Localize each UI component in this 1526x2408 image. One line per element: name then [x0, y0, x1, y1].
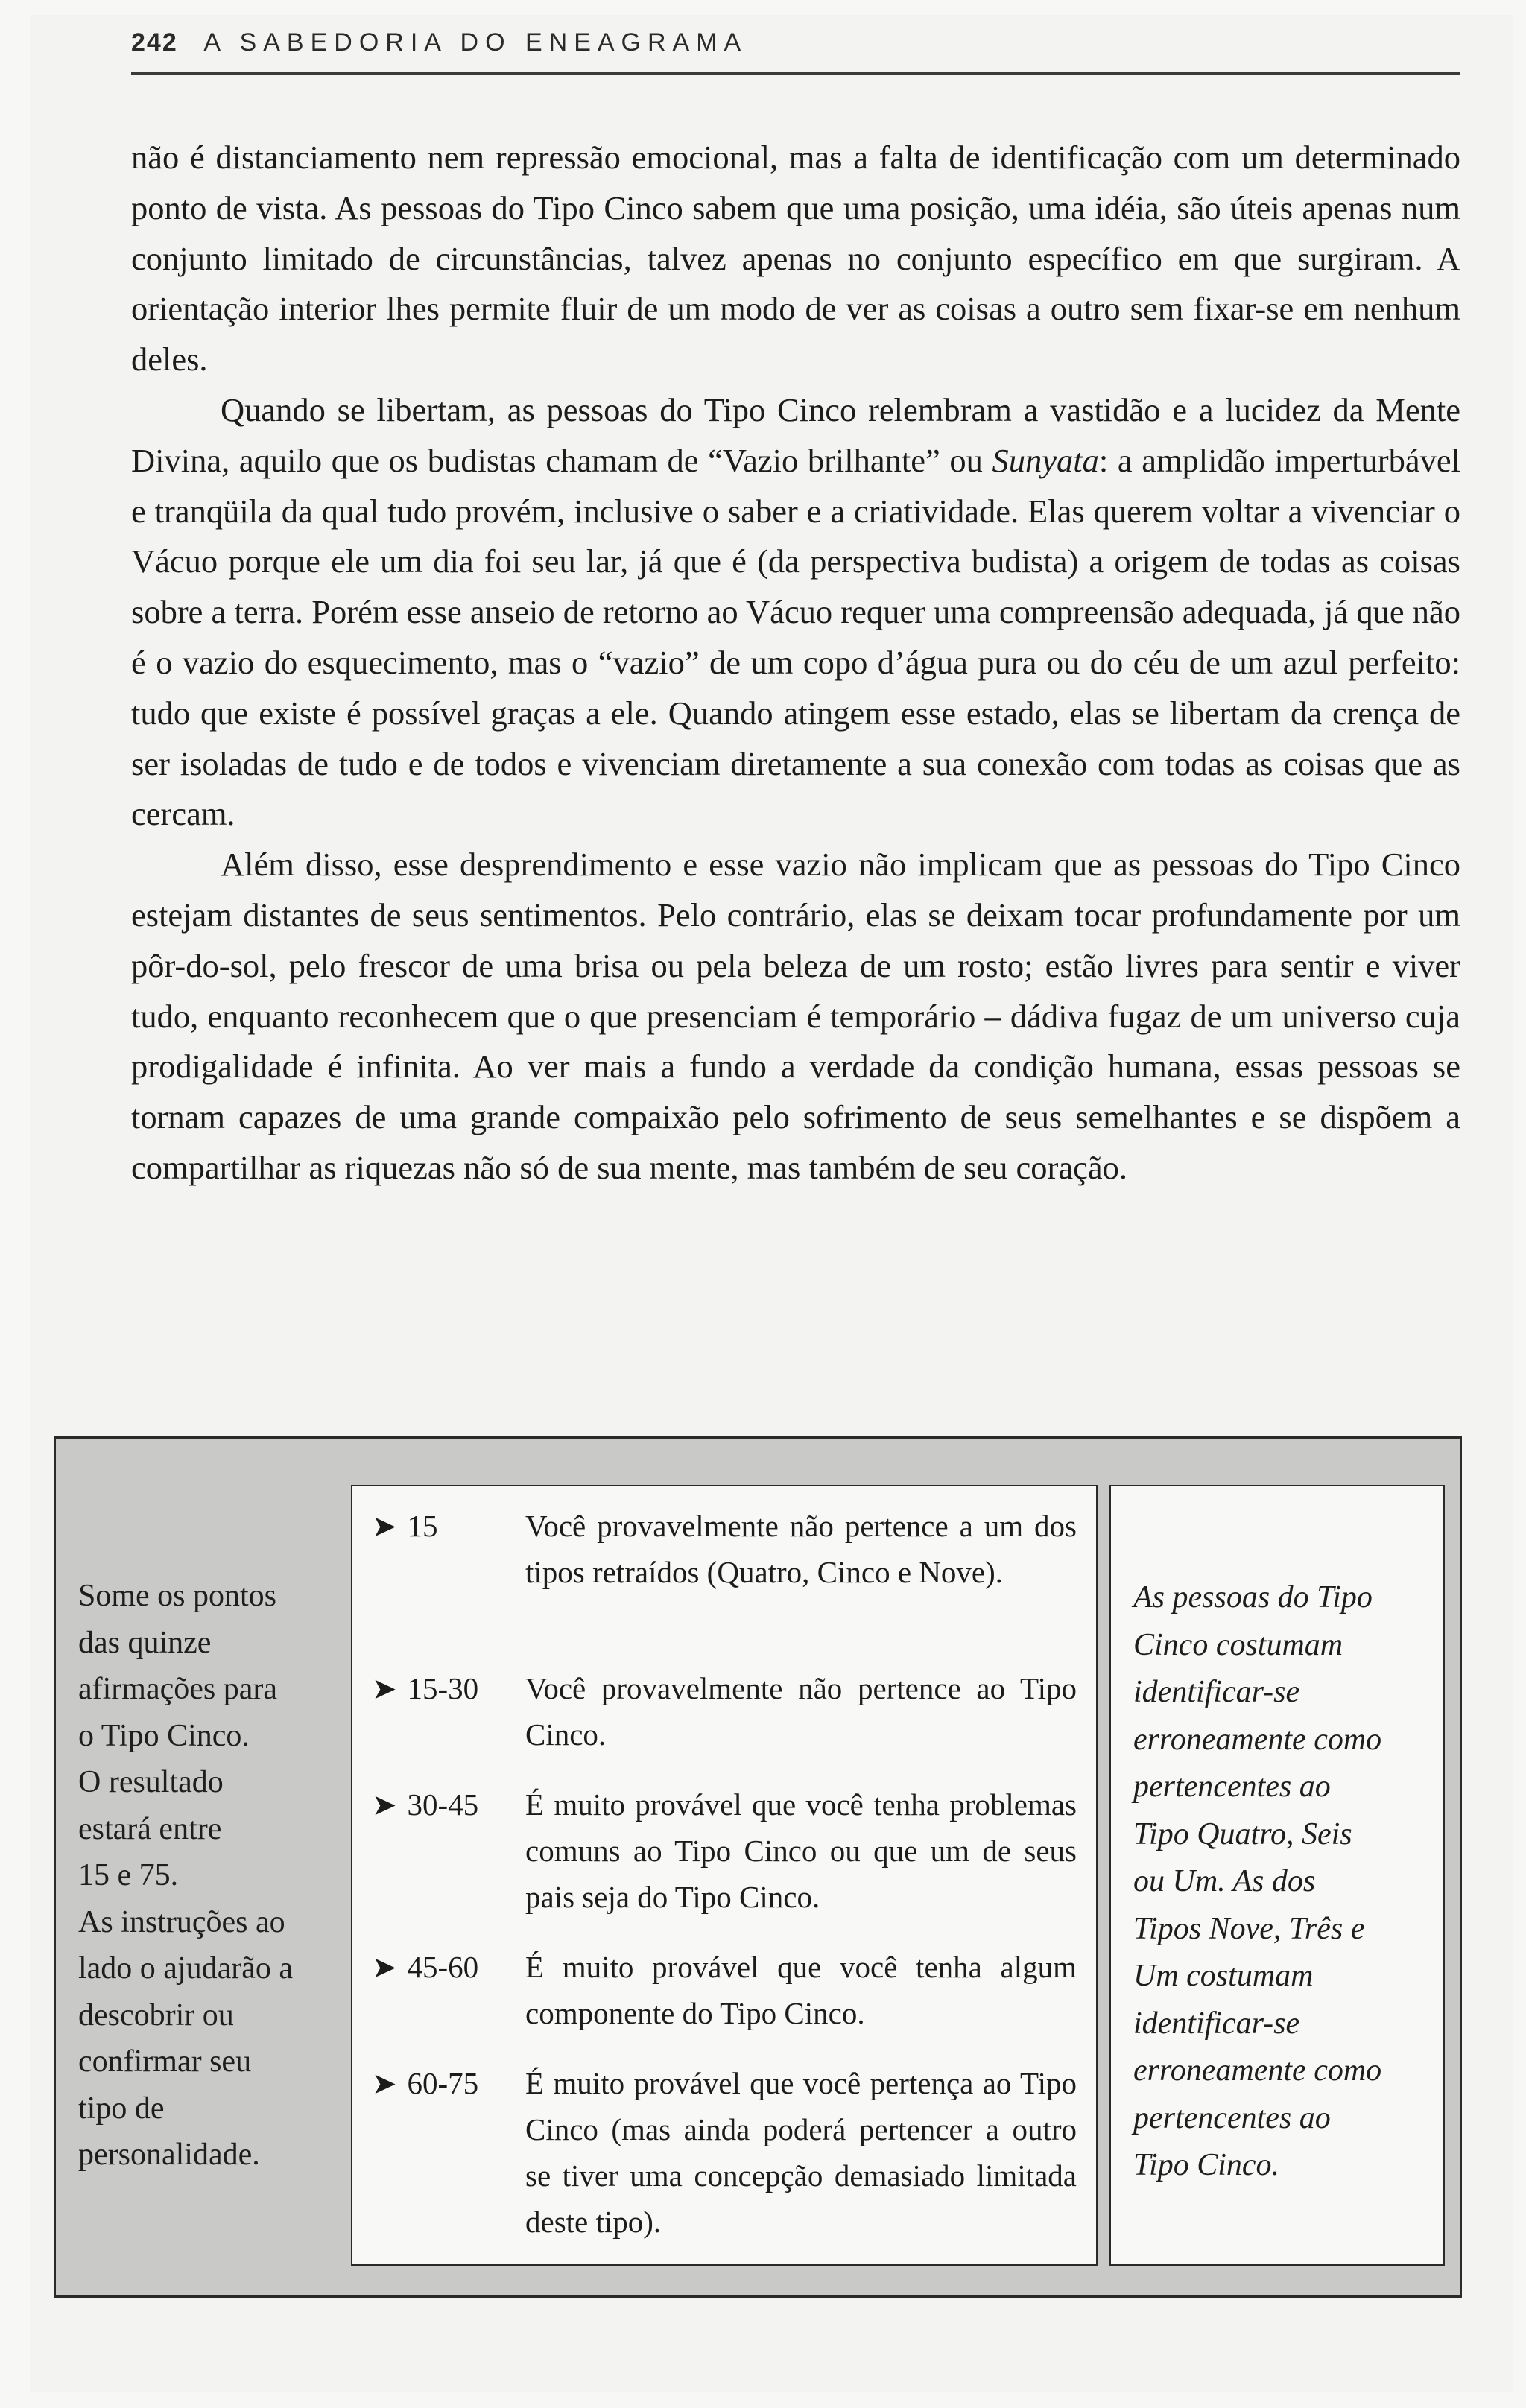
scoring-instructions	[78, 1573, 376, 2179]
note-line: pertencentes ao	[1133, 1769, 1331, 1804]
instruction-line: lado o ajudarão a	[78, 1951, 294, 1986]
note-line: Tipos Nove, Três e	[1133, 1911, 1365, 1946]
instruction-line: tipo de	[78, 2091, 165, 2126]
instruction-line: 15 e 75.	[78, 1858, 179, 1892]
instruction-line: Some os pontos	[78, 1579, 277, 1613]
instruction-line: afirmações para	[78, 1672, 277, 1706]
paragraph-3: Além disso, esse desprendimento e esse vazio não implicam que as pessoas do Tipo Cinco estejam distantes de seus sentimentos. Pelo contrário, elas se deixam tocar profundamente por um pôr-do-sol, pelo frescor de uma brisa ou pela beleza de um rosto; estão livres para sentir e viver tudo, enquanto reconhecem que o que presenciam é temporário – dádiva fugaz de um universo cuja prodigalidade é infinita. Ao ver mais a fundo a verdade da condição humana, essas pessoas se tornam capazes de uma grande compaixão pelo sofrimento de seus semelhantes e se dispõem a compartilhar as riquezas não só de sua mente, mas também de seu coração.	[131, 846, 1460, 1186]
instruction-line: descobrir ou	[78, 1997, 234, 2032]
note-line: pertencentes ao	[1133, 2100, 1331, 2135]
score-range: ➤ 15	[372, 1509, 438, 1543]
note-line: Cinco costumam	[1133, 1627, 1343, 1662]
note-line: Tipo Quatro, Seis	[1133, 1816, 1352, 1851]
score-range: ➤ 60-75	[372, 2066, 479, 2100]
instruction-line: O resultado	[78, 1765, 224, 1799]
arrow-icon: ➤	[372, 1788, 397, 1822]
score-range: ➤ 45-60	[372, 1950, 479, 1984]
score-description: Você provavelmente não pertence a um dos tipos retraídos (Quatro, Cinco e Nove).	[525, 1509, 1077, 1589]
arrow-icon: ➤	[372, 1509, 397, 1543]
running-title: A SABEDORIA DO ENEAGRAMA	[203, 28, 748, 57]
score-range: ➤ 15-30	[372, 1671, 479, 1705]
instruction-line: das quinze	[78, 1625, 212, 1660]
score-description: Você provavelmente não pertence ao Tipo Cinco.	[525, 1671, 1077, 1752]
running-header	[131, 28, 1457, 57]
paragraph-2-part-a: Quando se libertam, as pessoas do Tipo Cinco relembram a vastidão e a lucidez da Mente Divina, aquilo que os budistas chamam de “Vazio brilhante” ou	[131, 390, 1460, 479]
header-rule	[131, 72, 1460, 75]
note-line: erroneamente como	[1133, 2053, 1382, 2088]
body-text	[131, 133, 1460, 1194]
score-ranges-panel	[351, 1485, 1098, 2266]
misidentification-note-panel	[1109, 1485, 1445, 2266]
instruction-line: o Tipo Cinco.	[78, 1718, 250, 1753]
instruction-line: confirmar seu	[78, 2044, 252, 2079]
score-range: ➤ 30-45	[372, 1787, 479, 1822]
page-number: 242	[131, 28, 178, 57]
score-description: É muito provável que você tenha problemas comuns ao Tipo Cinco ou que um de seus pais seja do Tipo Cinco.	[525, 1787, 1077, 1914]
scoring-box	[54, 1436, 1462, 2298]
paragraph-2	[131, 385, 1460, 840]
note-line: Um costumam	[1133, 1959, 1314, 1993]
score-description: É muito provável que você tenha algum componente do Tipo Cinco.	[525, 1950, 1077, 2030]
paragraph-2-term: Sunyata	[992, 441, 1099, 479]
arrow-icon: ➤	[372, 2067, 397, 2100]
misidentification-note	[1133, 1574, 1431, 2190]
instruction-line: estará entre	[78, 1811, 222, 1846]
instruction-line: personalidade.	[78, 2138, 260, 2172]
note-line: ou Um. As dos	[1133, 1864, 1316, 1898]
note-line: identificar-se	[1133, 2006, 1300, 2041]
arrow-icon: ➤	[372, 1951, 397, 1984]
note-line: identificar-se	[1133, 1675, 1300, 1709]
paragraph-1: não é distanciamento nem repressão emocional, mas a falta de identificação com um determinado ponto de vista. As pessoas do Tipo Cinco sabem que uma posição, uma idéia, são úteis apenas num conjunto limitado de circunstâncias, talvez apenas no conjunto específico em que surgiram. A orientação interior lhes permite fluir de um modo de ver as coisas a outro sem fixar-se em nenhum deles.	[131, 139, 1460, 378]
arrow-icon: ➤	[372, 1672, 397, 1705]
note-line: Tipo Cinco.	[1133, 2148, 1280, 2182]
score-description: É muito provável que você pertença ao Tipo Cinco (mas ainda poderá pertencer a outro se tiver uma concepção demasiado limitada deste tipo).	[525, 2066, 1077, 2239]
note-line: As pessoas do Tipo	[1133, 1580, 1373, 1615]
instruction-line: As instruções ao	[78, 1904, 285, 1939]
note-line: erroneamente como	[1133, 1722, 1382, 1757]
paragraph-2-part-b: : a amplidão imperturbável e tranqüila da qual tudo provém, inclusive o saber e a criatividade. Elas querem voltar a vivenciar o Vácuo porque ele um dia foi seu lar, já que é (da perspectiva budista) a origem de todas as coisas sobre a terra. Porém esse anseio de retorno ao Vácuo requer uma compreensão adequada, já que não é o vazio do esquecimento, mas o “vazio” de um copo d’água pura ou do céu de um azul perfeito: tudo que existe é possível graças a ele. Quando atingem esse estado, elas se libertam da crença de ser isoladas de tudo e de todos e vivenciam diretamente a sua conexão com todas as coisas que as cercam.	[131, 441, 1460, 833]
